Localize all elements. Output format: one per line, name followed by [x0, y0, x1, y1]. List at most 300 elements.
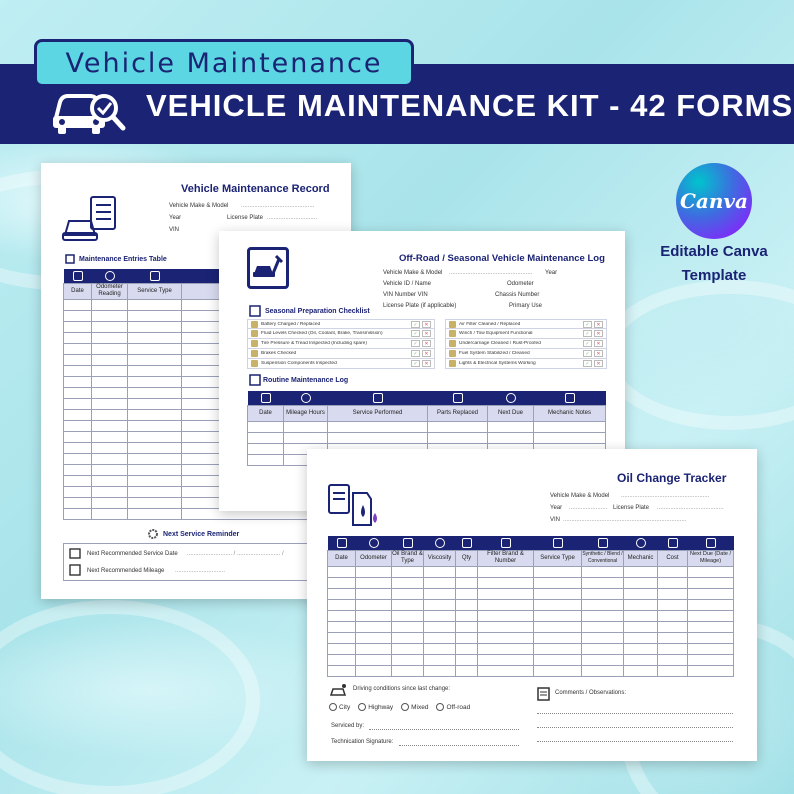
- table-cell[interactable]: [392, 610, 424, 621]
- checklist-item: [445, 319, 607, 329]
- table-cell[interactable]: [456, 599, 478, 610]
- column-header: Mileage Hours: [284, 405, 328, 421]
- table-cell[interactable]: [284, 421, 328, 432]
- table-cell[interactable]: [534, 643, 582, 654]
- table-cell[interactable]: [128, 387, 182, 398]
- table-cell[interactable]: [658, 643, 688, 654]
- table-cell[interactable]: [624, 654, 658, 665]
- form-title: Vehicle Maintenance Record: [181, 183, 330, 195]
- cross-icon[interactable]: ✕: [594, 330, 603, 337]
- table-cell[interactable]: [624, 665, 658, 676]
- wrench-icon: [534, 536, 582, 550]
- table-cell[interactable]: [356, 632, 392, 643]
- item-icon: [449, 321, 456, 328]
- table-cell[interactable]: [64, 365, 92, 376]
- check-icon[interactable]: ✓: [583, 330, 592, 337]
- table-cell[interactable]: [424, 621, 456, 632]
- table-cell[interactable]: [392, 643, 424, 654]
- table-cell[interactable]: [64, 453, 92, 464]
- table-cell[interactable]: [658, 610, 688, 621]
- table-cell[interactable]: [582, 632, 624, 643]
- table-cell[interactable]: [582, 621, 624, 632]
- table-cell[interactable]: [64, 409, 92, 420]
- table-row: [328, 665, 734, 676]
- oil-change-tracker: [307, 449, 757, 761]
- field-line: ............................................: [241, 203, 315, 209]
- field-label: Chassis Number: [495, 292, 540, 298]
- table-cell[interactable]: [478, 654, 534, 665]
- oil-icon: [392, 536, 424, 550]
- column-header: Parts Replaced: [428, 405, 488, 421]
- table-row: [248, 421, 606, 432]
- driving-option[interactable]: [358, 703, 393, 711]
- reminder-mileage-label: Next Recommended Mileage: [87, 568, 165, 574]
- check-icon[interactable]: ✓: [411, 321, 420, 328]
- checklist-item: [247, 339, 435, 349]
- table-cell[interactable]: [356, 599, 392, 610]
- table-cell[interactable]: [456, 577, 478, 588]
- table-cell[interactable]: [534, 566, 582, 577]
- cross-icon[interactable]: ✕: [422, 360, 431, 367]
- table-cell[interactable]: [328, 632, 356, 643]
- table-cell[interactable]: [534, 421, 606, 432]
- column-header: Date: [64, 283, 92, 299]
- table-cell[interactable]: [534, 654, 582, 665]
- item-icon: [251, 330, 258, 337]
- table-cell[interactable]: [424, 577, 456, 588]
- table-cell[interactable]: [128, 409, 182, 420]
- check-icon[interactable]: ✓: [583, 350, 592, 357]
- table-cell[interactable]: [328, 432, 428, 443]
- table-cell[interactable]: [356, 621, 392, 632]
- table-cell[interactable]: [92, 354, 128, 365]
- table-cell[interactable]: [478, 599, 534, 610]
- table-cell[interactable]: [456, 665, 478, 676]
- table-cell[interactable]: [64, 299, 92, 310]
- table-cell[interactable]: [456, 621, 478, 632]
- table-cell[interactable]: [658, 599, 688, 610]
- option-label: Off-road: [446, 703, 471, 711]
- field-line: ........................................: [657, 505, 724, 511]
- item-icon: [251, 350, 258, 357]
- table-row: [248, 432, 606, 443]
- table-cell[interactable]: [392, 621, 424, 632]
- table-cell[interactable]: [328, 643, 356, 654]
- table-cell[interactable]: [582, 665, 624, 676]
- table-cell[interactable]: [688, 610, 734, 621]
- calendar-icon: [64, 269, 92, 283]
- table-cell[interactable]: [128, 299, 182, 310]
- table-cell[interactable]: [92, 409, 128, 420]
- table-row: [328, 654, 734, 665]
- oil-can-icon: [327, 479, 381, 529]
- table-cell[interactable]: [688, 621, 734, 632]
- table-cell[interactable]: [488, 432, 534, 443]
- table-cell[interactable]: [456, 632, 478, 643]
- table-cell[interactable]: [624, 577, 658, 588]
- table-row: [328, 621, 734, 632]
- table-cell[interactable]: [248, 443, 284, 454]
- table-cell[interactable]: [424, 665, 456, 676]
- calendar-icon: [688, 536, 734, 550]
- marble-swirl: [600, 280, 794, 430]
- table-cell[interactable]: [478, 566, 534, 577]
- category-tag: Vehicle Maintenance: [34, 39, 414, 87]
- form-title: Off-Road / Seasonal Vehicle Maintenance Log: [399, 253, 605, 264]
- table-cell[interactable]: [64, 321, 92, 332]
- table-cell[interactable]: [64, 508, 92, 519]
- item-label: Battery Charged / Replaced: [261, 321, 321, 327]
- check-icon[interactable]: ✓: [411, 330, 420, 337]
- driving-label: Driving conditions since last change:: [353, 686, 451, 692]
- page-title: VEHICLE MAINTENANCE KIT - 42 FORMS: [146, 88, 794, 123]
- table-cell[interactable]: [284, 432, 328, 443]
- table-cell[interactable]: [128, 310, 182, 321]
- table-cell[interactable]: [128, 453, 182, 464]
- table-cell[interactable]: [64, 486, 92, 497]
- table-cell[interactable]: [456, 588, 478, 599]
- table-cell[interactable]: [128, 497, 182, 508]
- radio-button[interactable]: [436, 703, 444, 711]
- table-cell[interactable]: [64, 442, 92, 453]
- table-cell[interactable]: [128, 486, 182, 497]
- form-title: Oil Change Tracker: [617, 471, 727, 485]
- item-icon: [251, 360, 258, 367]
- gauge-icon: [356, 536, 392, 550]
- table-cell[interactable]: [624, 643, 658, 654]
- table-cell[interactable]: [688, 577, 734, 588]
- table-cell[interactable]: [92, 420, 128, 431]
- table-cell[interactable]: [328, 421, 428, 432]
- cross-icon[interactable]: ✕: [594, 340, 603, 347]
- table-cell[interactable]: [248, 421, 284, 432]
- table-cell[interactable]: [128, 365, 182, 376]
- table-cell[interactable]: [328, 621, 356, 632]
- field-label: Primary Use: [509, 303, 543, 309]
- table-cell[interactable]: [392, 654, 424, 665]
- marble-swirl: [0, 600, 260, 794]
- table-cell[interactable]: [534, 632, 582, 643]
- table-row: [328, 577, 734, 588]
- table-cell[interactable]: [328, 577, 356, 588]
- table-cell[interactable]: [64, 420, 92, 431]
- table-cell[interactable]: [658, 621, 688, 632]
- signature-label: Technication Signature:: [331, 739, 394, 745]
- driving-option[interactable]: [329, 703, 350, 711]
- radio-button[interactable]: [358, 703, 366, 711]
- table-cell[interactable]: [424, 643, 456, 654]
- table-cell[interactable]: [582, 643, 624, 654]
- column-header: Service Type: [534, 550, 582, 566]
- table-cell[interactable]: [688, 566, 734, 577]
- driving-option[interactable]: [436, 703, 470, 711]
- table-cell[interactable]: [456, 566, 478, 577]
- table-cell[interactable]: [478, 621, 534, 632]
- vehicle-clipboard-icon: [61, 195, 121, 243]
- table-cell[interactable]: [128, 332, 182, 343]
- table-cell[interactable]: [688, 599, 734, 610]
- table-cell[interactable]: [92, 310, 128, 321]
- table-cell[interactable]: [248, 454, 284, 465]
- table-cell[interactable]: [92, 299, 128, 310]
- cross-icon[interactable]: ✕: [422, 321, 431, 328]
- table-cell[interactable]: [356, 566, 392, 577]
- checklist-item: [247, 319, 435, 329]
- table-cell[interactable]: [478, 577, 534, 588]
- check-icon[interactable]: ✓: [411, 360, 420, 367]
- table-cell[interactable]: [356, 643, 392, 654]
- table-cell[interactable]: [456, 610, 478, 621]
- table-cell[interactable]: [92, 486, 128, 497]
- table-cell[interactable]: [92, 464, 128, 475]
- table-cell[interactable]: [478, 665, 534, 676]
- table-cell[interactable]: [488, 421, 534, 432]
- table-cell[interactable]: [534, 599, 582, 610]
- table-cell[interactable]: [92, 431, 128, 442]
- table-cell[interactable]: [658, 632, 688, 643]
- table-cell[interactable]: [478, 643, 534, 654]
- table-cell[interactable]: [688, 643, 734, 654]
- column-header: Synthetic / Blend / Conventional: [582, 551, 623, 564]
- table-cell[interactable]: [392, 577, 424, 588]
- table-cell[interactable]: [424, 588, 456, 599]
- column-header: Service Performed: [328, 405, 428, 421]
- table-cell[interactable]: [582, 588, 624, 599]
- serviced-by-label: Serviced by:: [331, 723, 365, 729]
- table-cell[interactable]: [92, 453, 128, 464]
- table-cell[interactable]: [128, 321, 182, 332]
- table-cell[interactable]: [534, 621, 582, 632]
- table-cell[interactable]: [64, 475, 92, 486]
- table-cell[interactable]: [328, 610, 356, 621]
- table-cell[interactable]: [248, 432, 284, 443]
- table-cell[interactable]: [92, 376, 128, 387]
- item-icon: [449, 350, 456, 357]
- cross-icon[interactable]: ✕: [422, 340, 431, 347]
- table-cell[interactable]: [64, 310, 92, 321]
- table-cell[interactable]: [128, 464, 182, 475]
- option-label: City: [339, 703, 351, 711]
- check-icon[interactable]: ✓: [583, 321, 592, 328]
- item-icon: [251, 340, 258, 347]
- table-cell[interactable]: [64, 431, 92, 442]
- field-label: Year: [545, 270, 558, 276]
- column-header: Odometer Reading: [92, 283, 128, 299]
- table-cell[interactable]: [328, 588, 356, 599]
- column-header: Mechanic: [624, 550, 658, 566]
- table-cell[interactable]: [624, 621, 658, 632]
- table-cell[interactable]: [328, 665, 356, 676]
- table-cell[interactable]: [624, 610, 658, 621]
- table-cell[interactable]: [128, 376, 182, 387]
- table-cell[interactable]: [128, 354, 182, 365]
- table-cell[interactable]: [478, 588, 534, 599]
- table-cell[interactable]: [92, 321, 128, 332]
- checklist-item: [445, 359, 607, 369]
- table-cell[interactable]: [582, 599, 624, 610]
- comments-icon: [537, 687, 551, 701]
- table-row: [328, 599, 734, 610]
- table-cell[interactable]: [128, 420, 182, 431]
- table-cell[interactable]: [392, 566, 424, 577]
- table-cell[interactable]: [64, 387, 92, 398]
- check-icon[interactable]: ✓: [583, 360, 592, 367]
- table-cell[interactable]: [428, 432, 488, 443]
- cross-icon[interactable]: ✕: [594, 350, 603, 357]
- checklist-item: [247, 349, 435, 359]
- table-cell[interactable]: [92, 497, 128, 508]
- table-row: [328, 632, 734, 643]
- check-icon[interactable]: ✓: [411, 350, 420, 357]
- table-cell[interactable]: [688, 632, 734, 643]
- table-cell[interactable]: [92, 387, 128, 398]
- table-cell[interactable]: [424, 566, 456, 577]
- calendar-icon: [328, 536, 356, 550]
- comments-label: Comments / Observations:: [555, 690, 627, 696]
- cross-icon[interactable]: ✕: [594, 321, 603, 328]
- table-cell[interactable]: [356, 577, 392, 588]
- table-cell[interactable]: [582, 654, 624, 665]
- table-cell[interactable]: [478, 610, 534, 621]
- radio-button[interactable]: [401, 703, 409, 711]
- table-cell[interactable]: [424, 610, 456, 621]
- table-cell[interactable]: [64, 354, 92, 365]
- field-label: License Plate (if applicable): [383, 303, 457, 309]
- table-cell[interactable]: [658, 654, 688, 665]
- table-cell[interactable]: [128, 398, 182, 409]
- driving-option[interactable]: [401, 703, 428, 711]
- option-label: Highway: [368, 703, 394, 711]
- calendar-icon: [248, 391, 284, 405]
- table-cell[interactable]: [328, 599, 356, 610]
- table-cell[interactable]: [534, 577, 582, 588]
- table-cell[interactable]: [328, 566, 356, 577]
- table-cell[interactable]: [624, 588, 658, 599]
- comment-line: [537, 713, 733, 714]
- field-label: Year: [169, 215, 182, 221]
- table-cell[interactable]: [424, 654, 456, 665]
- mechanic-icon: [624, 536, 658, 550]
- filter-icon: [478, 536, 534, 550]
- comment-line: [537, 741, 733, 742]
- table-cell[interactable]: [92, 442, 128, 453]
- table-cell[interactable]: [582, 577, 624, 588]
- table-cell[interactable]: [92, 508, 128, 519]
- table-cell[interactable]: [582, 566, 624, 577]
- wrench-car-icon: [247, 247, 289, 289]
- table-cell[interactable]: [534, 665, 582, 676]
- cross-icon[interactable]: ✕: [594, 360, 603, 367]
- table-cell[interactable]: [128, 343, 182, 354]
- table-cell[interactable]: [688, 665, 734, 676]
- table-cell[interactable]: [624, 599, 658, 610]
- table-cell[interactable]: [424, 632, 456, 643]
- table-cell[interactable]: [688, 654, 734, 665]
- table-cell[interactable]: [356, 665, 392, 676]
- driving-options: [329, 703, 470, 711]
- wrench-icon: [128, 269, 182, 283]
- column-header: Odometer: [356, 550, 392, 566]
- check-icon[interactable]: ✓: [583, 340, 592, 347]
- table-cell[interactable]: [92, 475, 128, 486]
- table-cell[interactable]: [356, 654, 392, 665]
- table-cell[interactable]: [688, 588, 734, 599]
- check-icon[interactable]: ✓: [411, 340, 420, 347]
- field-label: Vehicle ID / Name: [383, 281, 432, 287]
- table-cell[interactable]: [64, 343, 92, 354]
- table-cell[interactable]: [128, 475, 182, 486]
- table-cell[interactable]: [478, 632, 534, 643]
- table-cell[interactable]: [128, 431, 182, 442]
- cross-icon[interactable]: ✕: [422, 330, 431, 337]
- table-cell[interactable]: [64, 464, 92, 475]
- item-label: Brakes Checked: [261, 351, 297, 356]
- table-cell[interactable]: [392, 665, 424, 676]
- cross-icon[interactable]: ✕: [422, 350, 431, 357]
- table-cell[interactable]: [534, 588, 582, 599]
- table-cell[interactable]: [92, 398, 128, 409]
- section-title: Seasonal Preparation Checklist: [265, 308, 370, 315]
- table-cell[interactable]: [64, 398, 92, 409]
- item-icon: [449, 330, 456, 337]
- column-header: Date: [328, 550, 356, 566]
- table-cell[interactable]: [64, 332, 92, 343]
- table-cell[interactable]: [534, 432, 606, 443]
- table-row: [328, 566, 734, 577]
- table-cell[interactable]: [658, 566, 688, 577]
- column-header: Viscosity: [424, 550, 456, 566]
- column-header: Filter Brand & Number: [478, 550, 534, 566]
- table-cell[interactable]: [428, 421, 488, 432]
- table-cell[interactable]: [658, 665, 688, 676]
- table-cell[interactable]: [356, 588, 392, 599]
- field-line: ..............................: [267, 215, 318, 221]
- table-cell[interactable]: [92, 332, 128, 343]
- item-label: Suspension Components Inspected: [261, 361, 337, 366]
- table-cell[interactable]: [128, 442, 182, 453]
- table-cell[interactable]: [658, 588, 688, 599]
- table-cell[interactable]: [356, 610, 392, 621]
- table-cell[interactable]: [392, 632, 424, 643]
- table-cell[interactable]: [128, 508, 182, 519]
- wrench-icon: [328, 391, 428, 405]
- table-cell[interactable]: [392, 588, 424, 599]
- signature-line: [399, 745, 519, 746]
- table-cell[interactable]: [64, 376, 92, 387]
- table-cell[interactable]: [92, 365, 128, 376]
- section-title: Next Service Reminder: [163, 531, 240, 538]
- table-cell[interactable]: [534, 610, 582, 621]
- table-cell[interactable]: [392, 599, 424, 610]
- field-label: Vehicle Make & Model: [169, 203, 229, 209]
- table-cell[interactable]: [624, 632, 658, 643]
- table-cell[interactable]: [582, 610, 624, 621]
- table-cell[interactable]: [92, 343, 128, 354]
- table-cell[interactable]: [456, 643, 478, 654]
- table-cell[interactable]: [456, 654, 478, 665]
- canva-logo: Canva: [676, 163, 752, 239]
- table-row: [328, 610, 734, 621]
- table-cell[interactable]: [328, 654, 356, 665]
- field-label: Year: [550, 505, 563, 511]
- canva-caption-line: Editable Canva: [660, 243, 768, 260]
- table-cell[interactable]: [424, 599, 456, 610]
- table-cell[interactable]: [624, 566, 658, 577]
- table-cell[interactable]: [658, 577, 688, 588]
- wrench-list-icon: [65, 254, 75, 264]
- radio-button[interactable]: [329, 703, 337, 711]
- table-cell[interactable]: [64, 497, 92, 508]
